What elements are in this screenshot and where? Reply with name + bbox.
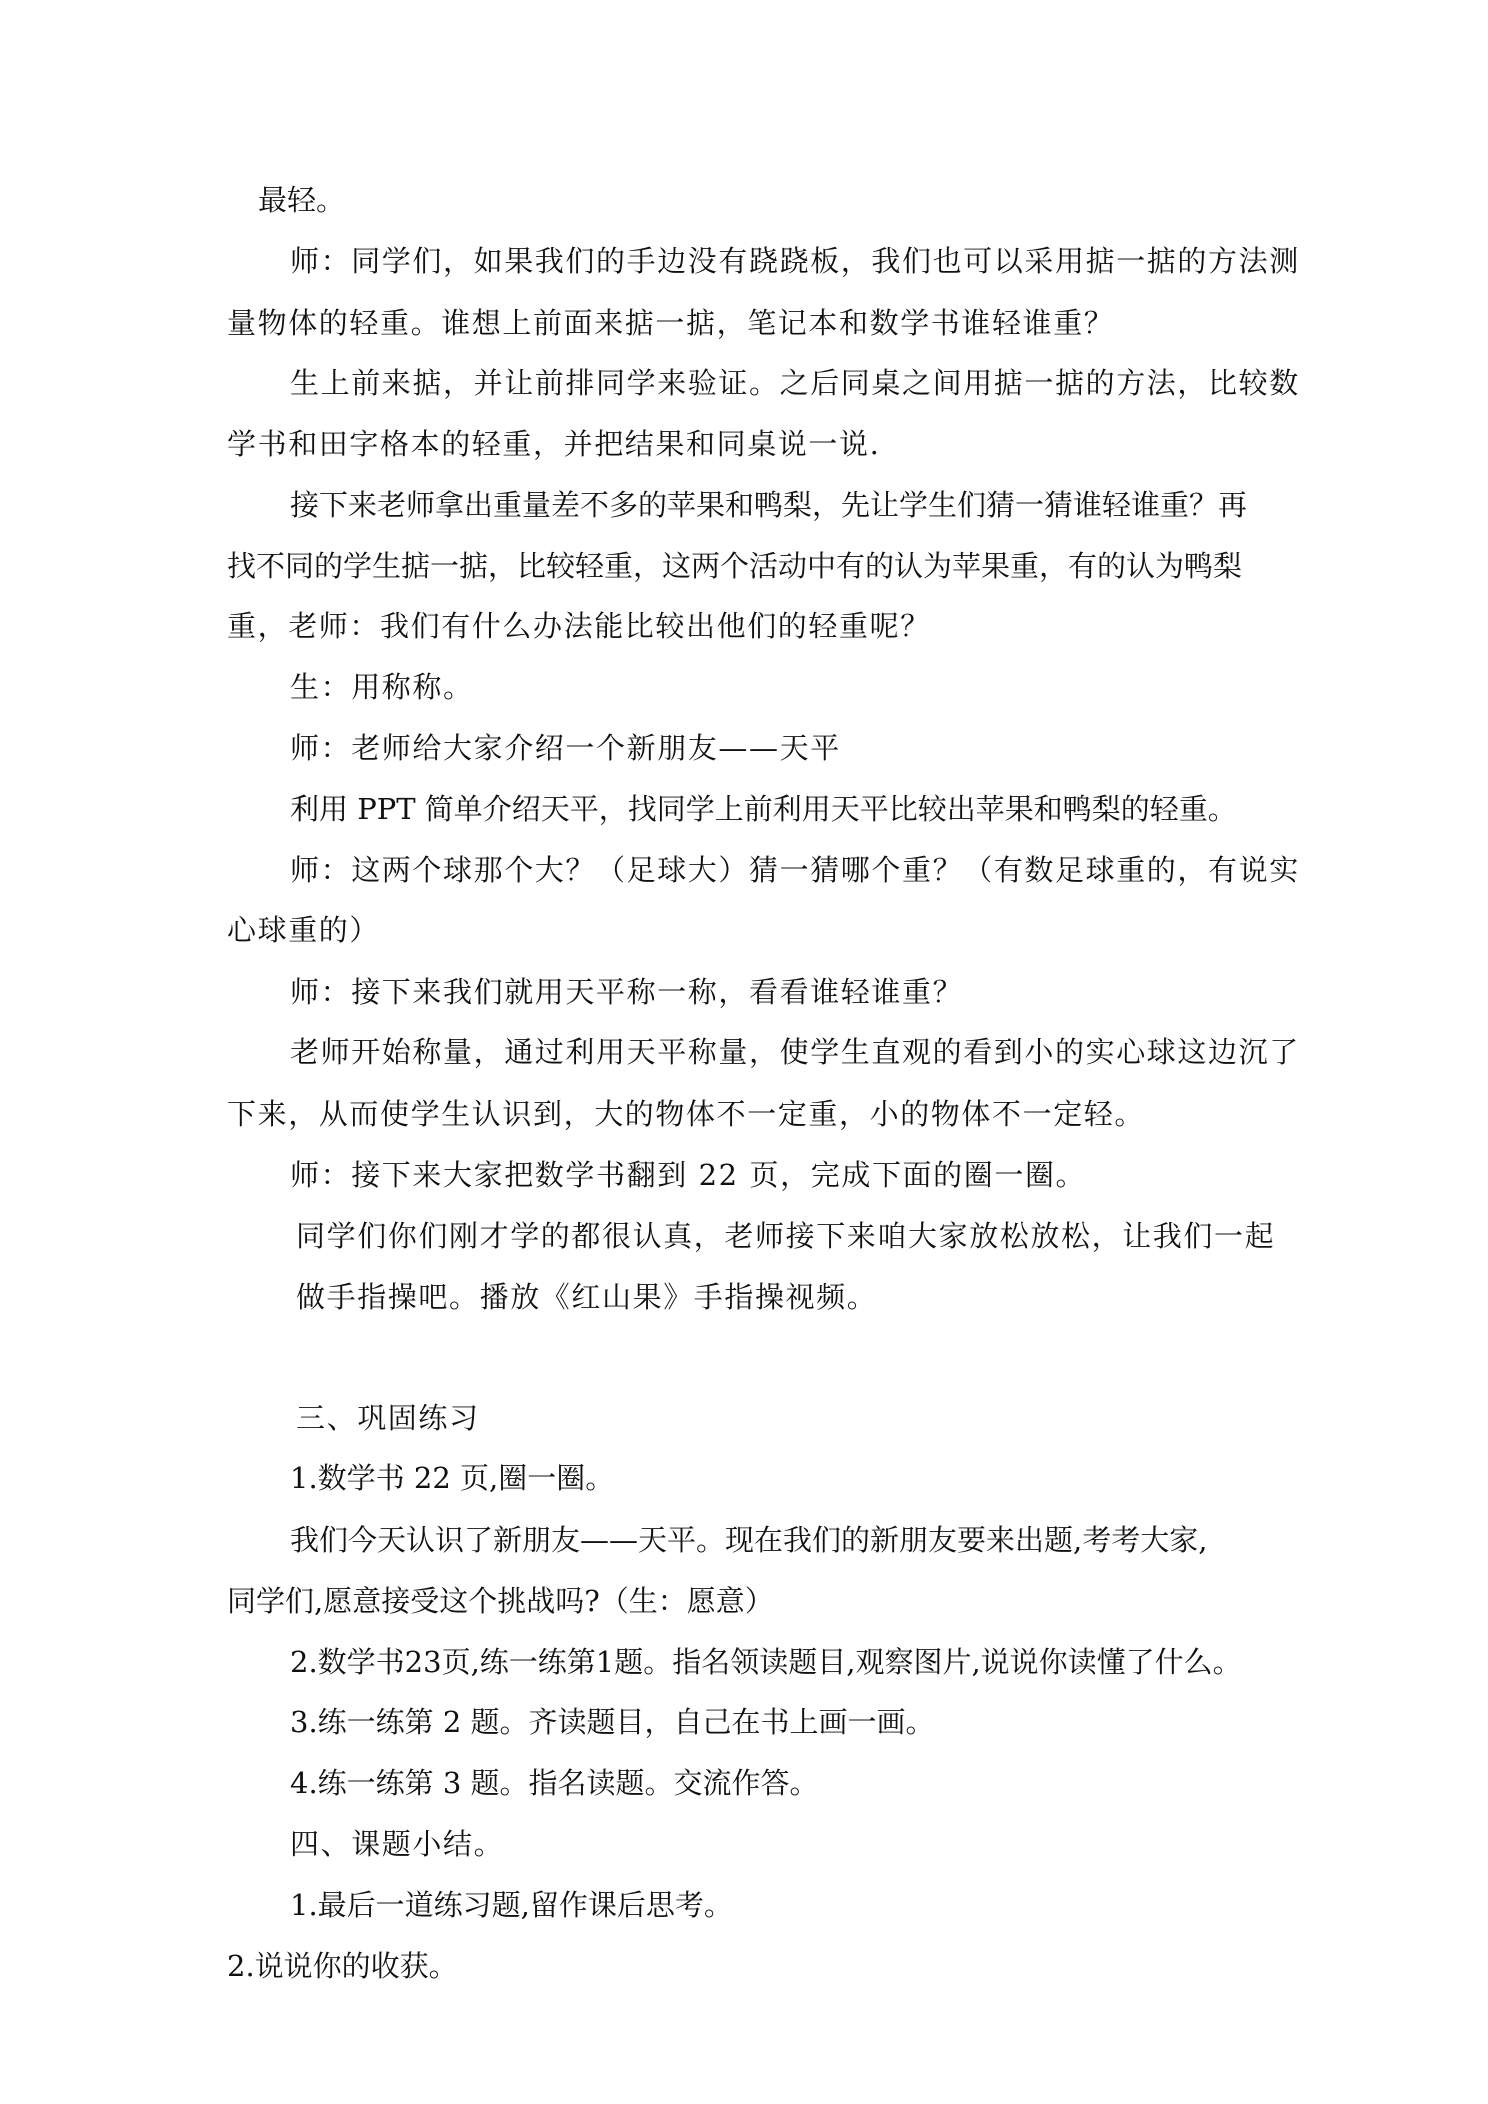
text-line: 师：接下来我们就用天平称一称，看看谁轻谁重？ [290, 975, 964, 1009]
text-line: 1.最后一道练习题,留作课后思考。 [290, 1888, 733, 1922]
text-line: 老师开始称量，通过利用天平称量，使学生直观的看到小的实心球这边沉了 [290, 1035, 1300, 1069]
text-line: 下来，从而使学生认识到，大的物体不一定重，小的物体不一定轻。 [227, 1097, 1146, 1131]
text-line: 最轻。 [258, 183, 346, 217]
text-line: 师：老师给大家介绍一个新朋友——天平 [290, 731, 841, 765]
text-line: 接下来老师拿出重量差不多的苹果和鸭梨，先让学生们猜一猜谁轻谁重？再 [290, 488, 1248, 522]
section-heading: 三、巩固练习 [296, 1401, 480, 1435]
text-line: 1.数学书 22 页,圈一圈。 [290, 1461, 615, 1495]
text-line: 生：用称称。 [290, 670, 474, 704]
text-line: 同学们,愿意接受这个挑战吗?（生：愿意） [227, 1584, 774, 1618]
text-line: 生上前来掂，并让前排同学来验证。之后同桌之间用掂一掂的方法，比较数 [290, 366, 1300, 400]
text-line: 学书和田字格本的轻重，并把结果和同桌说一说. [227, 427, 881, 461]
section-heading: 四、课题小结。 [290, 1827, 505, 1861]
text-line: 利用 PPT 简单介绍天平，找同学上前利用天平比较出苹果和鸭梨的轻重。 [290, 792, 1237, 826]
text-line: 我们今天认识了新朋友——天平。现在我们的新朋友要来出题,考考大家, [290, 1523, 1208, 1557]
text-line: 师：接下来大家把数学书翻到 22 页，完成下面的圈一圈。 [290, 1158, 1087, 1192]
text-line: 找不同的学生掂一掂，比较轻重，这两个活动中有的认为苹果重，有的认为鸭梨 [227, 549, 1243, 583]
text-line: 同学们你们刚才学的都很认真，老师接下来咱大家放松放松，让我们一起 [296, 1219, 1276, 1253]
text-line: 做手指操吧。播放《红山果》手指操视频。 [296, 1280, 878, 1314]
text-line: 3.练一练第 2 题。齐读题目，自己在书上画一画。 [290, 1705, 935, 1739]
text-line: 4.练一练第 3 题。指名读题。交流作答。 [290, 1766, 819, 1800]
text-line: 师：这两个球那个大？（足球大）猜一猜哪个重？（有数足球重的，有说实 [290, 853, 1300, 887]
text-line: 2.说说你的收获。 [227, 1949, 458, 1983]
text-line: 心球重的） [227, 913, 381, 947]
text-line: 量物体的轻重。谁想上前面来掂一掂，笔记本和数学书谁轻谁重？ [227, 306, 1115, 340]
text-line: 重，老师：我们有什么办法能比较出他们的轻重呢？ [227, 609, 931, 643]
text-line: 师：同学们，如果我们的手边没有跷跷板，我们也可以采用掂一掂的方法测 [290, 244, 1300, 278]
text-line: 2.数学书23页,练一练第1题。指名领读题目,观察图片,说说你读懂了什么。 [290, 1645, 1242, 1679]
